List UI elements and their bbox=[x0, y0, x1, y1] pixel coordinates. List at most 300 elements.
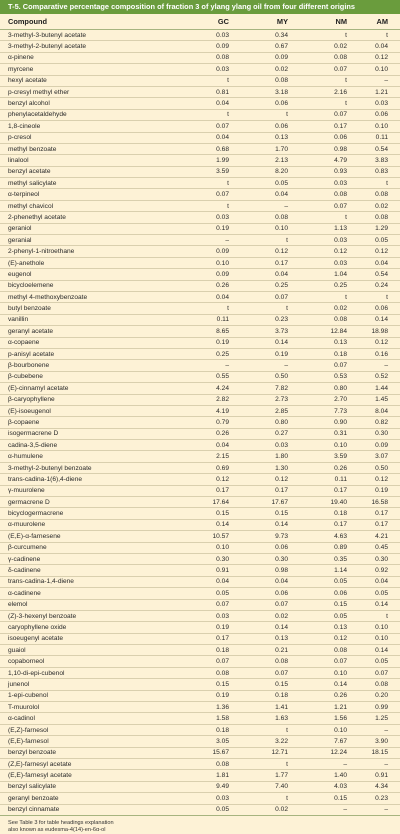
value-cell: 0.06 bbox=[275, 100, 288, 108]
value-cell: 0.07 bbox=[216, 658, 229, 666]
value-cell: 0.30 bbox=[375, 555, 388, 563]
value-cell: 0.13 bbox=[275, 134, 288, 142]
value-cell: 0.10 bbox=[375, 65, 388, 73]
compound-cell: elemol bbox=[8, 601, 28, 609]
value-cell: 0.98 bbox=[334, 145, 347, 153]
value-cell: 0.03 bbox=[334, 236, 347, 244]
value-cell: t bbox=[345, 213, 347, 221]
value-cell: 1.99 bbox=[216, 156, 229, 164]
value-cell: 0.10 bbox=[275, 225, 288, 233]
value-cell: 0.02 bbox=[275, 806, 288, 814]
table-header bbox=[0, 14, 400, 30]
table-row bbox=[0, 395, 400, 406]
value-cell: 0.10 bbox=[334, 669, 347, 677]
compound-cell: hexyl acetate bbox=[8, 77, 47, 85]
value-cell: 0.91 bbox=[216, 567, 229, 575]
value-cell: t bbox=[227, 202, 229, 210]
value-cell: 0.09 bbox=[216, 270, 229, 278]
compound-cell: butyl benzoate bbox=[8, 305, 51, 313]
value-cell: 0.05 bbox=[334, 578, 347, 586]
value-cell: 0.15 bbox=[334, 794, 347, 802]
compound-cell: T-muurolol bbox=[8, 703, 40, 711]
value-cell: 0.12 bbox=[275, 475, 288, 483]
value-cell: 2.82 bbox=[216, 396, 229, 404]
value-cell: 0.98 bbox=[275, 567, 288, 575]
table-row bbox=[0, 269, 400, 280]
compound-cell: vanillin bbox=[8, 316, 29, 324]
value-cell: 0.19 bbox=[216, 225, 229, 233]
compound-cell: geranyl benzoate bbox=[8, 794, 59, 802]
value-cell: 4.24 bbox=[216, 384, 229, 392]
value-cell: 0.25 bbox=[275, 282, 288, 290]
value-cell: 1.25 bbox=[375, 715, 388, 723]
value-cell: 0.17 bbox=[334, 521, 347, 529]
note-eudesma: also known as eudesma-4(14)-en-6α-ol bbox=[8, 826, 106, 833]
value-cell: 1.56 bbox=[334, 715, 347, 723]
compound-cell: bicycloelemene bbox=[8, 282, 54, 290]
compound-cell: α-cadinene bbox=[8, 589, 41, 597]
table-title: T-5. Comparative percentage composition of fraction 3 of ylang ylang oil from four different origins bbox=[0, 0, 400, 14]
table-row bbox=[0, 383, 400, 394]
value-cell: t bbox=[227, 111, 229, 119]
value-cell: 0.08 bbox=[275, 213, 288, 221]
value-cell: 0.12 bbox=[216, 475, 229, 483]
compound-cell: α-cadinol bbox=[8, 715, 35, 723]
value-cell: 0.14 bbox=[216, 521, 229, 529]
value-cell: 0.02 bbox=[334, 305, 347, 313]
value-cell: – bbox=[384, 77, 388, 85]
value-cell: 7.73 bbox=[334, 407, 347, 415]
table-notes bbox=[0, 816, 400, 834]
value-cell: 0.31 bbox=[334, 430, 347, 438]
compound-cell: geraniol bbox=[8, 225, 32, 233]
compound-cell: copaborneol bbox=[8, 658, 45, 666]
compound-cell: 1,8-cineole bbox=[8, 122, 41, 130]
compound-cell: (E)-anethole bbox=[8, 259, 45, 267]
table-row bbox=[0, 246, 400, 257]
value-cell: 0.53 bbox=[334, 373, 347, 381]
value-cell: t bbox=[286, 305, 288, 313]
table-row bbox=[0, 98, 400, 109]
table-row bbox=[0, 770, 400, 781]
value-cell: 0.07 bbox=[375, 669, 388, 677]
value-cell: t bbox=[345, 100, 347, 108]
value-cell: – bbox=[225, 236, 229, 244]
value-cell: 0.04 bbox=[216, 578, 229, 586]
value-cell: 0.08 bbox=[275, 658, 288, 666]
table-row bbox=[0, 201, 400, 212]
value-cell: 4.19 bbox=[216, 407, 229, 415]
value-cell: 0.08 bbox=[334, 646, 347, 654]
table-row bbox=[0, 224, 400, 235]
compound-cell: p-cresyl methyl ether bbox=[8, 88, 70, 96]
table-row bbox=[0, 679, 400, 690]
compound-cell: (Z)-3-hexenyl benzoate bbox=[8, 612, 77, 620]
value-cell: 0.17 bbox=[375, 521, 388, 529]
value-cell: 0.06 bbox=[275, 589, 288, 597]
value-cell: 0.07 bbox=[216, 191, 229, 199]
value-cell: – bbox=[343, 806, 347, 814]
value-cell: 0.08 bbox=[216, 760, 229, 768]
value-cell: t bbox=[386, 179, 388, 187]
value-cell: 0.91 bbox=[375, 772, 388, 780]
table-row bbox=[0, 588, 400, 599]
value-cell: 0.99 bbox=[375, 703, 388, 711]
value-cell: 0.04 bbox=[375, 578, 388, 586]
value-cell: 0.19 bbox=[216, 339, 229, 347]
value-cell: – bbox=[343, 760, 347, 768]
value-cell: 1.40 bbox=[334, 772, 347, 780]
value-cell: 0.03 bbox=[375, 100, 388, 108]
compound-cell: β-curcumene bbox=[8, 544, 47, 552]
value-cell: 0.13 bbox=[334, 624, 347, 631]
value-cell: 8.04 bbox=[375, 407, 388, 415]
value-cell: 0.09 bbox=[375, 441, 388, 449]
value-cell: 0.17 bbox=[275, 487, 288, 495]
value-cell: 0.03 bbox=[334, 179, 347, 187]
value-cell: 0.19 bbox=[375, 487, 388, 495]
value-cell: t bbox=[345, 31, 347, 39]
value-cell: 0.19 bbox=[216, 692, 229, 700]
value-cell: 0.10 bbox=[334, 441, 347, 449]
table-row bbox=[0, 87, 400, 98]
value-cell: 0.50 bbox=[375, 464, 388, 472]
value-cell: 4.34 bbox=[375, 783, 388, 791]
table-row bbox=[0, 53, 400, 64]
value-cell: 0.12 bbox=[375, 339, 388, 347]
table-row bbox=[0, 189, 400, 200]
compound-cell: geranial bbox=[8, 236, 32, 244]
table-row bbox=[0, 451, 400, 462]
value-cell: 0.17 bbox=[216, 635, 229, 643]
compound-cell: p-cresol bbox=[8, 134, 32, 142]
value-cell: 18.98 bbox=[371, 327, 388, 335]
value-cell: 0.10 bbox=[375, 624, 388, 631]
compound-cell: δ-cadinene bbox=[8, 567, 41, 575]
value-cell: 0.68 bbox=[216, 145, 229, 153]
value-cell: 0.18 bbox=[216, 646, 229, 654]
value-cell: 0.07 bbox=[334, 658, 347, 666]
value-cell: 0.08 bbox=[375, 213, 388, 221]
compound-cell: β-bourbonene bbox=[8, 362, 50, 370]
value-cell: 0.25 bbox=[334, 282, 347, 290]
table-row bbox=[0, 645, 400, 656]
compound-cell: 3-methyl-3-butenyl acetate bbox=[8, 31, 87, 39]
compound-cell: phenylacetaldehyde bbox=[8, 111, 67, 119]
value-cell: 0.17 bbox=[334, 487, 347, 495]
value-cell: 3.05 bbox=[216, 737, 229, 745]
value-cell: 0.03 bbox=[275, 441, 288, 449]
note-headings: See Table 3 for table headings explanation bbox=[8, 819, 114, 826]
compound-cell: methyl chavicol bbox=[8, 202, 54, 210]
value-cell: t bbox=[286, 236, 288, 244]
value-cell: 0.25 bbox=[216, 350, 229, 358]
compound-cell: geranyl acetate bbox=[8, 327, 54, 335]
compound-cell: benzyl benzoate bbox=[8, 749, 57, 757]
value-cell: 1.30 bbox=[275, 464, 288, 472]
value-cell: 0.83 bbox=[375, 168, 388, 176]
value-cell: t bbox=[286, 726, 288, 734]
value-cell: 0.18 bbox=[334, 350, 347, 358]
value-cell: 0.27 bbox=[275, 430, 288, 438]
table-row bbox=[0, 497, 400, 508]
compound-cell: isogermacrene D bbox=[8, 430, 59, 438]
compound-cell: eugenol bbox=[8, 270, 32, 278]
value-cell: 0.12 bbox=[334, 248, 347, 256]
table-row bbox=[0, 110, 400, 121]
value-cell: 3.83 bbox=[375, 156, 388, 164]
value-cell: 0.08 bbox=[334, 54, 347, 62]
compound-cell: γ-cadinene bbox=[8, 555, 41, 563]
value-cell: – bbox=[284, 362, 288, 370]
value-cell: 0.23 bbox=[375, 794, 388, 802]
value-cell: 0.52 bbox=[375, 373, 388, 381]
value-cell: 0.89 bbox=[334, 544, 347, 552]
value-cell: 0.13 bbox=[275, 635, 288, 643]
value-cell: 0.08 bbox=[375, 191, 388, 199]
value-cell: 0.04 bbox=[216, 134, 229, 142]
value-cell: 0.16 bbox=[375, 350, 388, 358]
value-cell: 0.06 bbox=[375, 305, 388, 313]
value-cell: 8.65 bbox=[216, 327, 229, 335]
value-cell: 0.08 bbox=[334, 191, 347, 199]
value-cell: 12.84 bbox=[330, 327, 347, 335]
value-cell: 0.10 bbox=[334, 726, 347, 734]
value-cell: 0.18 bbox=[275, 692, 288, 700]
value-cell: 0.09 bbox=[216, 43, 229, 51]
value-cell: 0.06 bbox=[375, 111, 388, 119]
value-cell: 0.04 bbox=[275, 191, 288, 199]
value-cell: 0.10 bbox=[216, 259, 229, 267]
value-cell: 1.14 bbox=[334, 567, 347, 575]
value-cell: 10.57 bbox=[212, 532, 229, 540]
value-cell: 0.08 bbox=[275, 77, 288, 85]
table-row bbox=[0, 417, 400, 428]
value-cell: 0.09 bbox=[275, 54, 288, 62]
value-cell: 1.41 bbox=[275, 703, 288, 711]
compound-cell: p-anisyl acetate bbox=[8, 350, 55, 358]
value-cell: 0.05 bbox=[334, 612, 347, 620]
compound-cell: β-copaene bbox=[8, 418, 40, 426]
value-cell: 9.49 bbox=[216, 783, 229, 791]
value-cell: 0.55 bbox=[216, 373, 229, 381]
value-cell: 0.04 bbox=[275, 270, 288, 278]
value-cell: 2.73 bbox=[275, 396, 288, 404]
table-row bbox=[0, 429, 400, 440]
value-cell: 0.05 bbox=[375, 236, 388, 244]
value-cell: 3.59 bbox=[334, 453, 347, 461]
compound-cell: benzyl salicylate bbox=[8, 783, 57, 791]
value-cell: 0.07 bbox=[275, 601, 288, 609]
value-cell: t bbox=[286, 760, 288, 768]
value-cell: 0.02 bbox=[275, 612, 288, 620]
table-row bbox=[0, 577, 400, 588]
value-cell: 0.82 bbox=[375, 418, 388, 426]
value-cell: 0.15 bbox=[216, 510, 229, 518]
value-cell: 0.92 bbox=[375, 567, 388, 575]
table-row bbox=[0, 702, 400, 713]
header-am: AM bbox=[376, 17, 388, 26]
value-cell: – bbox=[384, 806, 388, 814]
compound-cell: α-humulene bbox=[8, 453, 43, 461]
value-cell: 1.63 bbox=[275, 715, 288, 723]
value-cell: 0.03 bbox=[216, 213, 229, 221]
value-cell: 2.16 bbox=[334, 88, 347, 96]
value-cell: 0.19 bbox=[275, 350, 288, 358]
value-cell: 0.26 bbox=[334, 464, 347, 472]
value-cell: 0.18 bbox=[216, 726, 229, 734]
table-row bbox=[0, 463, 400, 474]
value-cell: 0.18 bbox=[334, 510, 347, 518]
value-cell: 0.14 bbox=[275, 624, 288, 631]
value-cell: 0.19 bbox=[216, 624, 229, 631]
value-cell: 0.23 bbox=[275, 316, 288, 324]
table-row bbox=[0, 338, 400, 349]
header-nm: NM bbox=[335, 17, 347, 26]
value-cell: 3.90 bbox=[375, 737, 388, 745]
value-cell: 0.05 bbox=[375, 658, 388, 666]
value-cell: 3.07 bbox=[375, 453, 388, 461]
compound-cell: α-terpineol bbox=[8, 191, 40, 199]
value-cell: 0.03 bbox=[216, 794, 229, 802]
value-cell: 0.14 bbox=[275, 521, 288, 529]
value-cell: 0.67 bbox=[275, 43, 288, 51]
value-cell: 0.06 bbox=[334, 134, 347, 142]
value-cell: 0.03 bbox=[216, 31, 229, 39]
table-row bbox=[0, 622, 400, 633]
value-cell: 0.04 bbox=[375, 259, 388, 267]
compound-cell: 2-phenyl-1-nitroethane bbox=[8, 248, 75, 256]
value-cell: – bbox=[284, 202, 288, 210]
header-gc: GC bbox=[217, 17, 229, 26]
compound-cell: α-muurolene bbox=[8, 521, 46, 529]
value-cell: 0.10 bbox=[375, 122, 388, 130]
value-cell: 1.81 bbox=[216, 772, 229, 780]
value-cell: 0.90 bbox=[334, 418, 347, 426]
value-cell: 12.71 bbox=[271, 749, 288, 757]
value-cell: 0.12 bbox=[334, 635, 347, 643]
compound-cell: benzyl acetate bbox=[8, 168, 51, 176]
table-row bbox=[0, 759, 400, 770]
value-cell: 0.81 bbox=[216, 88, 229, 96]
table-row bbox=[0, 600, 400, 611]
value-cell: 0.05 bbox=[375, 589, 388, 597]
value-cell: 2.13 bbox=[275, 156, 288, 164]
compound-cell: α-copaene bbox=[8, 339, 40, 347]
table-row bbox=[0, 486, 400, 497]
table-row bbox=[0, 326, 400, 337]
table-row bbox=[0, 543, 400, 554]
compound-cell: methyl salicylate bbox=[8, 179, 57, 187]
table-row bbox=[0, 531, 400, 542]
value-cell: 0.45 bbox=[375, 544, 388, 552]
table-row bbox=[0, 691, 400, 702]
value-cell: 0.17 bbox=[275, 259, 288, 267]
value-cell: 4.63 bbox=[334, 532, 347, 540]
compound-cell: germacrene D bbox=[8, 498, 50, 506]
value-cell: 0.24 bbox=[375, 282, 388, 290]
value-cell: 16.58 bbox=[371, 498, 388, 506]
value-cell: 0.05 bbox=[275, 179, 288, 187]
compound-cell: α-pinene bbox=[8, 54, 34, 62]
value-cell: 0.02 bbox=[375, 202, 388, 210]
value-cell: 19.40 bbox=[330, 498, 347, 506]
table-row bbox=[0, 258, 400, 269]
value-cell: 0.15 bbox=[275, 510, 288, 518]
value-cell: 7.67 bbox=[334, 737, 347, 745]
value-cell: 0.02 bbox=[334, 43, 347, 51]
value-cell: 1.58 bbox=[216, 715, 229, 723]
value-cell: 18.15 bbox=[371, 749, 388, 757]
value-cell: 9.73 bbox=[275, 532, 288, 540]
value-cell: 0.07 bbox=[216, 122, 229, 130]
compound-cell: (E,Z)-farnesol bbox=[8, 726, 49, 734]
value-cell: 0.07 bbox=[334, 362, 347, 370]
value-cell: 12.24 bbox=[330, 749, 347, 757]
compound-cell: guaiol bbox=[8, 646, 26, 654]
header-my: MY bbox=[276, 17, 288, 26]
value-cell: 4.79 bbox=[334, 156, 347, 164]
value-cell: t bbox=[386, 31, 388, 39]
value-cell: 3.59 bbox=[216, 168, 229, 176]
compound-cell: benzyl cinnamate bbox=[8, 806, 60, 814]
value-cell: 0.02 bbox=[275, 65, 288, 73]
value-cell: t bbox=[386, 612, 388, 620]
value-cell: 0.17 bbox=[334, 122, 347, 130]
compound-cell: 3-methyl-2-butenyl benzoate bbox=[8, 464, 92, 472]
value-cell: 0.07 bbox=[216, 601, 229, 609]
compound-cell: (Z,E)-farnesyl acetate bbox=[8, 760, 72, 768]
table-row bbox=[0, 212, 400, 223]
table-row bbox=[0, 281, 400, 292]
value-cell: 0.07 bbox=[334, 202, 347, 210]
value-cell: 0.54 bbox=[375, 270, 388, 278]
compound-cell: trans-cadina-1(6),4-diene bbox=[8, 475, 83, 483]
value-cell: 3.22 bbox=[275, 737, 288, 745]
compound-cell: linalool bbox=[8, 156, 29, 164]
table-row bbox=[0, 315, 400, 326]
value-cell: 0.04 bbox=[216, 100, 229, 108]
value-cell: 1.29 bbox=[375, 225, 388, 233]
compound-cell: junenol bbox=[8, 680, 30, 688]
compound-cell: trans-cadina-1,4-diene bbox=[8, 578, 74, 586]
value-cell: 15.67 bbox=[212, 749, 229, 757]
value-cell: t bbox=[345, 293, 347, 301]
value-cell: 17.64 bbox=[212, 498, 229, 506]
value-cell: 0.08 bbox=[216, 54, 229, 62]
value-cell: 2.15 bbox=[216, 453, 229, 461]
compound-cell: caryophyllene oxide bbox=[8, 624, 67, 631]
table-row bbox=[0, 178, 400, 189]
value-cell: 0.08 bbox=[334, 316, 347, 324]
value-cell: 0.05 bbox=[216, 589, 229, 597]
value-cell: 0.15 bbox=[216, 680, 229, 688]
table-row bbox=[0, 508, 400, 519]
value-cell: 0.93 bbox=[334, 168, 347, 176]
compound-cell: cadina-3,5-diene bbox=[8, 441, 58, 449]
value-cell: 1.21 bbox=[375, 88, 388, 96]
value-cell: t bbox=[286, 794, 288, 802]
value-cell: 7.40 bbox=[275, 783, 288, 791]
value-cell: 0.26 bbox=[334, 692, 347, 700]
value-cell: 0.15 bbox=[334, 601, 347, 609]
table-row bbox=[0, 565, 400, 576]
table-row bbox=[0, 235, 400, 246]
compound-cell: 3-methyl-2-butenyl acetate bbox=[8, 43, 87, 51]
value-cell: 1.70 bbox=[275, 145, 288, 153]
value-cell: 7.82 bbox=[275, 384, 288, 392]
table-row bbox=[0, 64, 400, 75]
